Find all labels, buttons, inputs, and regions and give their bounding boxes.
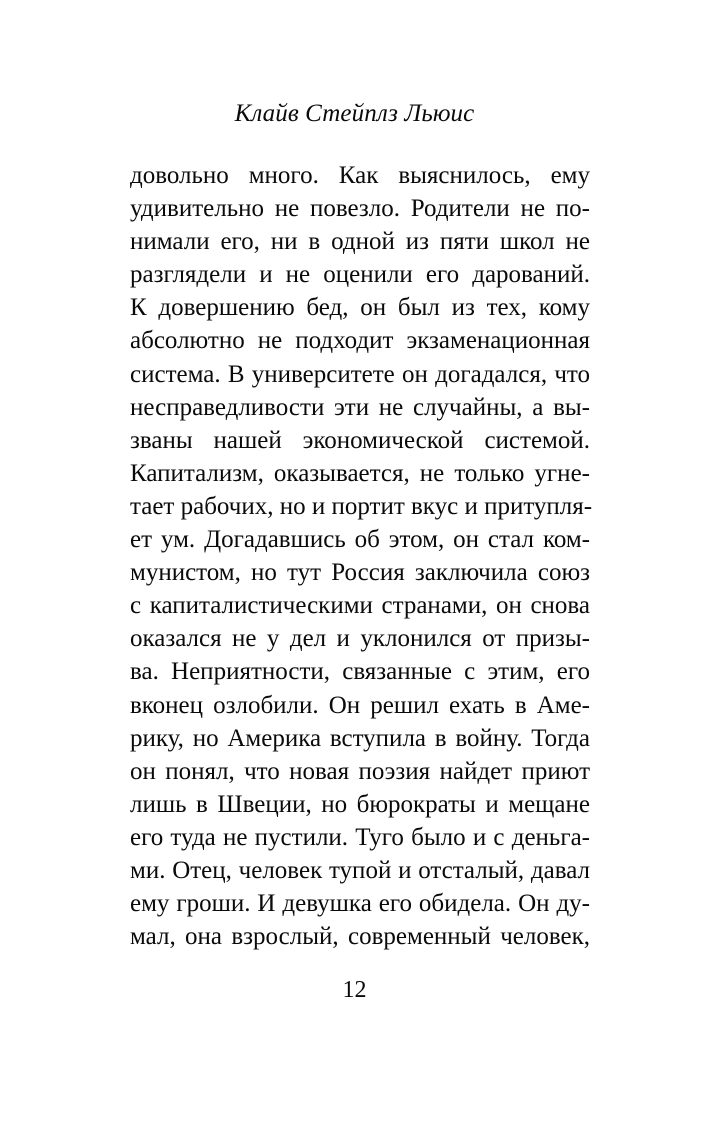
text-line: ва. Неприятности, связанные с этим, его: [130, 658, 590, 686]
text-line: удивительно не повезло. Родители не по-: [130, 195, 590, 223]
text-line: мунистом, но тут Россия заключила союз: [130, 559, 590, 587]
text-line: абсолютно не подходит экзаменационная: [130, 327, 590, 355]
text-line: его туда не пустили. Туго было и с деньга-: [130, 823, 590, 851]
text-line: он понял, что новая поэзия найдет приют: [130, 757, 590, 785]
text-line: довольно много. Как выяснилось, ему: [130, 162, 590, 189]
text-line: нимали его, ни в одной из пяти школ не: [130, 228, 590, 256]
page-number: 12: [342, 977, 367, 1003]
text-line: ему гроши. И девушка его обидела. Он ду-: [130, 890, 590, 918]
text-line: тает рабочих, но и портит вкус и притупля-: [130, 492, 593, 520]
text-line: вконец озлобили. Он решил ехать в Аме-: [130, 691, 590, 719]
running-head-author: Клайв Стейплз Льюис: [234, 100, 475, 127]
text-line: званы нашей экономической системой.: [130, 426, 590, 454]
text-line: К довершению бед, он был из тех, кому: [130, 294, 590, 322]
text-line: с капиталистическими странами, он снова: [130, 592, 590, 620]
text-line: лишь в Швеции, но бюрократы и мещане: [130, 790, 590, 818]
text-line: рику, но Америка вступила в войну. Тогда: [130, 724, 590, 752]
text-line: оказался не у дел и уклонился от призы-: [130, 625, 590, 653]
text-line: Капитализм, оказывается, не только угне-: [130, 459, 590, 487]
text-line: несправедливости эти не случайны, а вы-: [130, 393, 590, 421]
text-line: разглядели и не оценили его дарований.: [130, 261, 590, 289]
text-line: мал, она взрослый, современный человек,: [130, 923, 590, 951]
text-line: ет ум. Догадавшись об этом, он стал ком-: [130, 526, 590, 554]
body-text: [130, 159, 593, 953]
text-line: система. В университете он догадался, что: [130, 360, 590, 388]
text-line: ми. Отец, человек тупой и отсталый, давал: [130, 856, 590, 884]
